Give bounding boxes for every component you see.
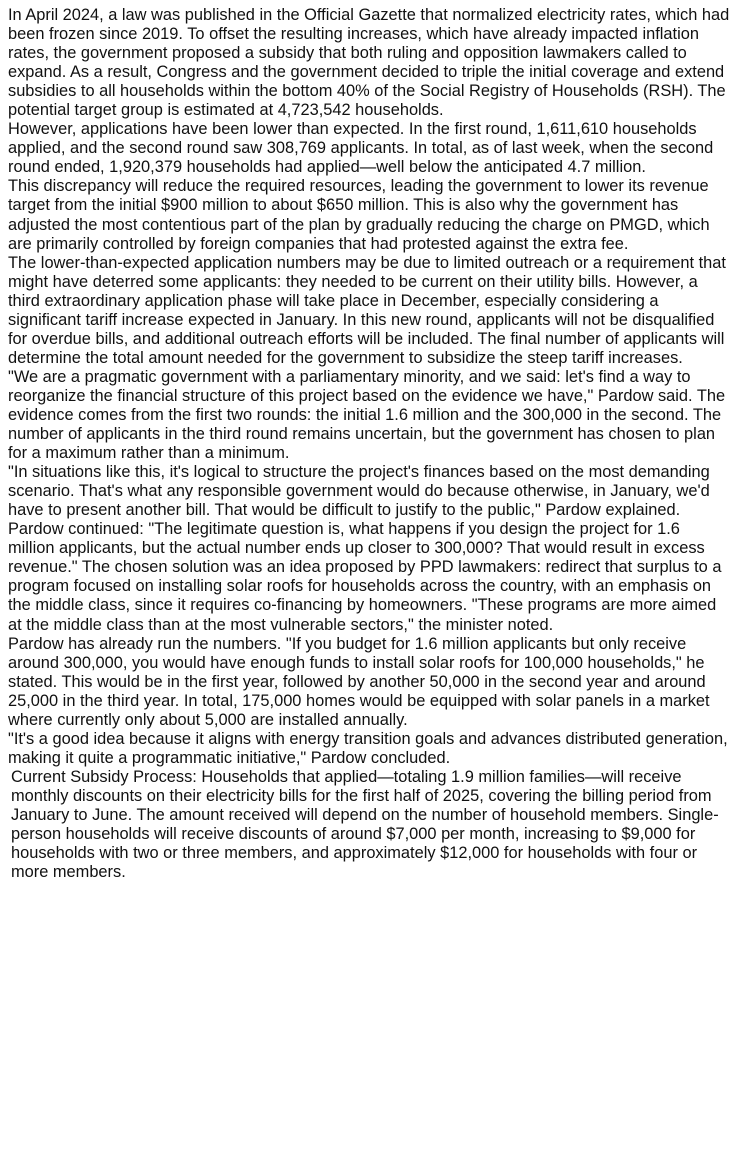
paragraph-tariff-law: In April 2024, a law was published in the Official Gazette that normalized electricity rates, which had been frozen since 2019. To offset the resulting increases, which have already impacted inflation rates, the government proposed a subsidy that both ruling and opposition lawmakers called to expand. As a result, Congress and the government decided to triple the initial coverage and extend subsidies to all households within the bottom 40% of the Social Registry of Households (RSH). The potential target group is estimated at 4,723,542 households. [8,6,730,120]
paragraph-excess-revenue: Pardow continued: "The legitimate question is, what happens if you design the project for 1.6 million applicants, but the actual number ends up closer to 300,000? That would result in excess revenue." The chosen solution was an idea proposed by PPD lawmakers: redirect that surplus to a program focused on installing solar roofs for households across the country, with an emphasis on the middle class, since it requires co-financing by homeowners. "These programs are more aimed at the middle class than at the most vulnerable sectors," the minister noted. [8,520,722,634]
paragraph-solar-roofs: Pardow has already run the numbers. "If you budget for 1.6 million applicants but only receive around 300,000, you would have enough funds to install solar roofs for 100,000 households," he stated. This would be in the first year, followed by another 50,000 in the second year and around 25,000 in the third year. In total, 175,000 homes would be equipped with solar panels in a market where currently only about 5,000 are installed annually. [8,634,710,729]
paragraph-outreach: The lower-than-expected application numbers may be due to limited outreach or a requirement that might have deterred some applicants: they needed to be current on their utility bills. However, a third extraordinary application phase will take place in December, especially considering a significant tariff increase expected in January. In this new round, applicants will not be disqualified for overdue bills, and additional outreach efforts will be included. The final number of applicants will determine the total amount needed for the government to subsidize the steep tariff increases. [8,253,726,367]
paragraph-subsidy-process: Current Subsidy Process: Households that applied—totaling 1.9 million families—will receive monthly discounts on their electricity bills for the first half of 2025, covering the billing period from January to June. The amount received will depend on the number of household members. Single-person households will receive discounts of around $7,000 per month, increasing to $9,000 for households with two or three members, and approximately $12,000 for households with four or more members. [11,767,719,882]
paragraph-conclusion-quote: "It's a good idea because it aligns with energy transition goals and advances distributed generation, making it quite a programmatic initiative," Pardow concluded. [8,729,728,767]
paragraph-revenue-target: This discrepancy will reduce the required resources, leading the government to lower its revenue target from the initial $900 million to about $650 million. This is also why the government has adjusted the most contentious part of the plan by gradually reducing the charge on PMGD, which are primarily controlled by foreign companies that had protested against the extra fee. [8,177,710,253]
paragraph-demanding-scenario: "In situations like this, it's logical to structure the project's finances based on the most demanding scenario. That's what any responsible government would do because otherwise, in January, we'd have to present another bill. That would be difficult to justify to the public," Pardow explained. [8,463,710,520]
paragraph-applications: However, applications have been lower than expected. In the first round, 1,611,610 households applied, and the second round saw 308,769 applicants. In total, as of last week, when the second round ended, 1,920,379 households had applied—well below the anticipated 4.7 million. [8,120,714,177]
paragraph-pragmatic-quote: "We are a pragmatic government with a parliamentary minority, and we said: let's find a way to reorganize the financial structure of this project based on the evidence we have," Pardow said. The evidence comes from the first two rounds: the initial 1.6 million and the 300,000 in the second. The number of applicants in the third round remains uncertain, but the government has chosen to plan for a maximum rather than a minimum. [8,367,726,463]
